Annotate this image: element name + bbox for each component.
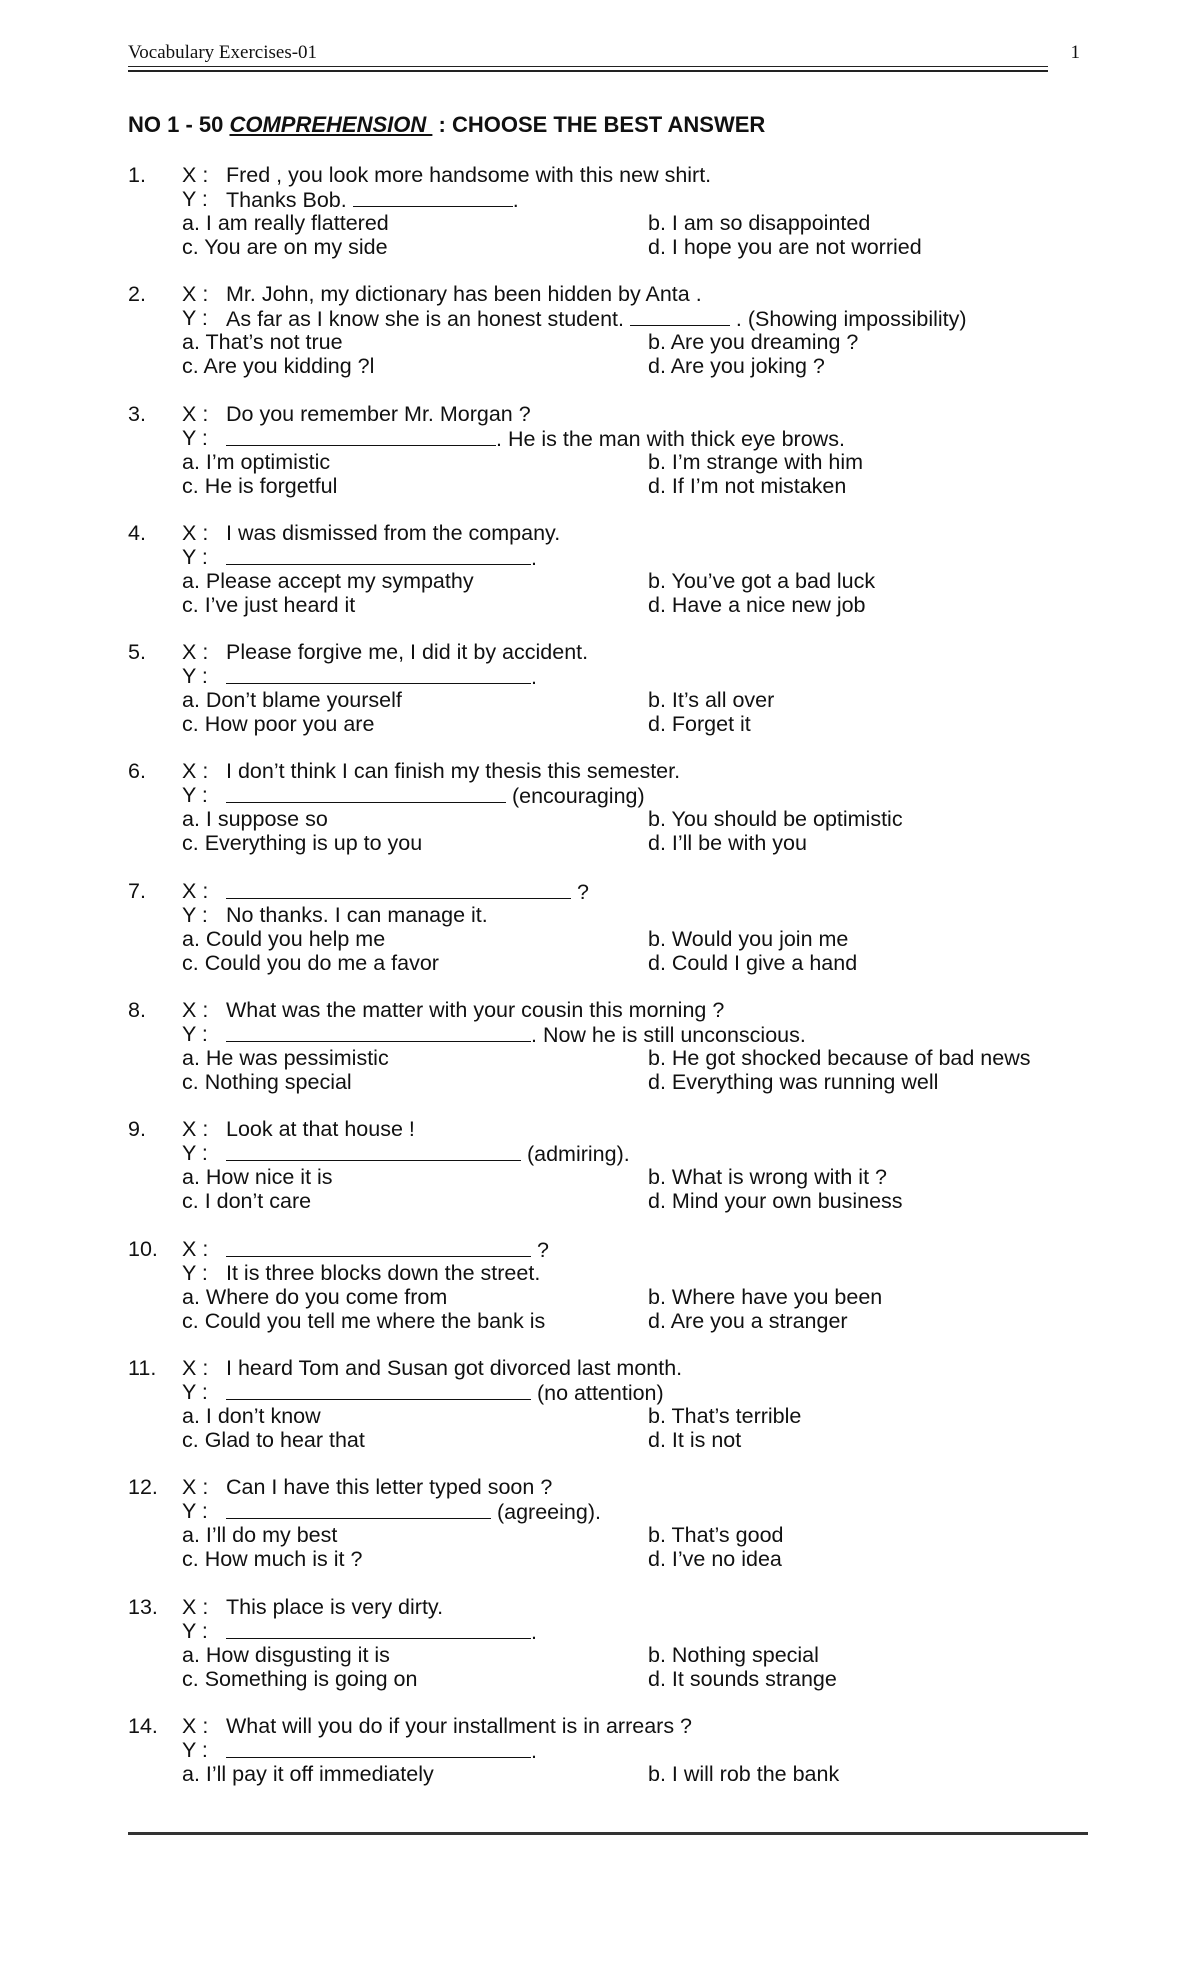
options-row [128,1046,1088,1070]
question-x-line [128,998,1088,1022]
question-number: 2. [128,282,146,307]
speaker-x-text [226,998,724,1022]
speaker-y-text [226,1380,664,1405]
answer-blank [353,187,513,207]
x-text-pre: Mr. John, my dictionary has been hidden by Anta . [226,282,702,307]
speaker-x-label: X : [182,878,209,903]
speaker-y-label: Y : [182,1260,208,1285]
options-row [128,1309,1088,1333]
answer-option: a. I’ll do my best [182,1523,338,1548]
answer-option: b. What is wrong with it ? [648,1165,887,1190]
speaker-x-text [226,402,531,426]
question-item [128,1117,1088,1236]
x-text-pre: I don’t think I can finish my thesis this semester. [226,759,681,784]
speaker-x-label: X : [182,1475,209,1500]
answer-option: b. You’ve got a bad luck [648,568,876,593]
question-x-line [128,521,1088,545]
answer-option: d. Forget it [648,712,751,737]
answer-blank [226,1237,531,1257]
x-text-post: ? [571,879,589,904]
options-row [128,927,1088,951]
question-item [128,879,1088,998]
question-number: 8. [128,998,146,1023]
options-row [128,235,1088,259]
question-number: 1. [128,163,146,187]
y-text-post: . [531,1738,537,1763]
question-number: 3. [128,401,146,426]
speaker-y-label: Y : [182,1618,208,1643]
answer-blank [226,783,506,803]
answer-option: c. Could you do me a favor [182,950,439,975]
speaker-y-label: Y : [182,1737,208,1762]
question-x-line [128,759,1088,783]
answer-option: a. Please accept my sympathy [182,568,474,593]
answer-blank [226,1619,531,1639]
question-list [128,163,1088,1833]
answer-option: d. Mind your own business [648,1189,903,1214]
question-x-line [128,1117,1088,1141]
answer-option: c. I’ve just heard it [182,592,356,617]
answer-blank [226,879,571,899]
question-y-line [128,545,1088,569]
question-number: 11. [128,1355,157,1380]
answer-option: d. Have a nice new job [648,592,866,617]
speaker-x-label: X : [182,282,209,307]
question-number: 9. [128,1117,146,1142]
y-text-post: . Now he is still unconscious. [531,1023,806,1048]
answer-option: c. Are you kidding ?l [182,354,375,379]
speaker-y-text [226,664,537,689]
question-item [128,163,1088,282]
x-text-pre: Fred , you look more handsome with this new shirt. [226,163,712,187]
question-item [128,1237,1088,1356]
speaker-x-label: X : [182,1236,209,1261]
y-text-post: (admiring). [521,1142,630,1167]
answer-option: c. How poor you are [182,712,375,737]
answer-blank [226,545,531,565]
answer-option: b. He got shocked because of bad news [648,1046,1031,1071]
section-suffix: : CHOOSE THE BEST ANSWER [432,112,766,137]
question-y-line [128,664,1088,688]
speaker-y-text [226,1261,540,1285]
options-row [128,1547,1088,1571]
speaker-x-text [226,1595,443,1619]
speaker-x-text [226,879,589,904]
question-number: 13. [128,1594,158,1619]
y-text-pre: No thanks. I can manage it. [226,902,488,927]
answer-blank [226,1738,531,1758]
question-x-line [128,1475,1088,1499]
answer-blank [226,664,531,684]
speaker-x-text [226,1475,552,1499]
answer-option: a. How disgusting it is [182,1642,390,1667]
speaker-x-text [226,1117,415,1141]
options-row [128,831,1088,855]
speaker-x-text [226,282,702,306]
question-number: 12. [128,1475,158,1500]
options-row [128,688,1088,712]
speaker-y-text [226,187,519,212]
answer-option: b. Are you dreaming ? [648,330,859,355]
speaker-y-label: Y : [182,425,208,450]
question-y-line [128,1022,1088,1046]
options-row [128,474,1088,498]
answer-option: c. Could you tell me where the bank is [182,1308,546,1333]
speaker-x-label: X : [182,640,209,665]
question-item [128,402,1088,521]
y-text-pre: Thanks Bob. [226,188,353,212]
answer-option: d. Could I give a hand [648,950,858,975]
question-item [128,1595,1088,1714]
answer-option: a. How nice it is [182,1165,333,1190]
question-number: 14. [128,1713,158,1738]
answer-option: a. Could you help me [182,926,386,951]
answer-option: a. Don’t blame yourself [182,688,402,713]
question-number: 5. [128,640,146,665]
question-item [128,1356,1088,1475]
page-number: 1 [1070,42,1080,63]
question-y-line [128,1380,1088,1404]
options-row [128,1070,1088,1094]
question-x-line [128,1714,1088,1738]
speaker-x-label: X : [182,1594,209,1619]
answer-option: a. I suppose so [182,807,328,832]
question-y-line [128,187,1088,211]
answer-blank [226,1141,521,1161]
answer-option: b. It’s all over [648,688,775,713]
question-y-line [128,1619,1088,1643]
answer-blank [630,306,730,326]
speaker-y-text [226,1141,630,1166]
question-y-line [128,1141,1088,1165]
options-row [128,330,1088,354]
question-number: 10. [128,1236,158,1261]
options-row [128,211,1088,235]
y-text-post: . [531,1619,537,1644]
x-text-pre: Look at that house ! [226,1117,415,1142]
speaker-x-text [226,640,588,664]
section-emphasis: COMPREHENSION [229,112,433,137]
speaker-y-text [226,903,488,927]
footer-rule [128,1832,1088,1835]
question-x-line [128,163,1088,187]
speaker-x-text [226,163,711,187]
answer-option: b. That’s good [648,1523,784,1548]
answer-option: d. If I’m not mistaken [648,473,847,498]
x-text-pre: This place is very dirty. [226,1594,444,1619]
answer-option: c. Something is going on [182,1666,418,1691]
options-row [128,1165,1088,1189]
answer-option: d. Everything was running well [648,1070,939,1095]
question-y-line [128,306,1088,330]
answer-blank [226,1380,531,1400]
speaker-y-label: Y : [182,1379,208,1404]
speaker-x-text [226,521,560,545]
answer-option: d. I’ve no idea [648,1547,782,1572]
speaker-x-text [226,1714,692,1738]
speaker-y-text [226,426,845,451]
answer-blank [226,1022,531,1042]
question-x-line [128,282,1088,306]
page-header [128,42,1080,66]
speaker-y-text [226,783,645,808]
x-text-pre: What will you do if your installment is in arrears ? [226,1713,693,1738]
answer-option: c. Everything is up to you [182,831,423,856]
answer-option: c. He is forgetful [182,473,338,498]
question-x-line [128,879,1088,903]
speaker-x-label: X : [182,1713,209,1738]
question-item [128,998,1088,1117]
speaker-x-text [226,1237,549,1262]
options-row [128,1762,1088,1786]
y-text-post: . He is the man with thick eye brows. [496,426,845,451]
question-x-line [128,402,1088,426]
answer-option: a. I don’t know [182,1403,321,1428]
options-row [128,354,1088,378]
speaker-x-label: X : [182,520,209,545]
answer-option: b. Would you join me [648,926,849,951]
answer-option: a. He was pessimistic [182,1046,389,1071]
y-text-post: (encouraging) [506,784,645,809]
options-row [128,1643,1088,1667]
answer-option: d. I’ll be with you [648,831,807,856]
question-y-line [128,903,1088,927]
y-text-post: . [512,188,519,212]
x-text-pre: Can I have this letter typed soon ? [226,1475,553,1500]
question-x-line [128,1356,1088,1380]
options-row [128,1189,1088,1213]
speaker-x-label: X : [182,1117,209,1142]
speaker-x-label: X : [182,1355,209,1380]
section-prefix: NO 1 - 50 [128,112,230,137]
answer-option: a. Where do you come from [182,1284,448,1309]
question-y-line [128,1499,1088,1523]
speaker-y-label: Y : [182,783,208,808]
question-y-line [128,783,1088,807]
speaker-y-label: Y : [182,187,208,211]
y-text-post: . [531,545,537,570]
options-row [128,569,1088,593]
answer-option: c. I don’t care [182,1189,312,1214]
x-text-pre: I heard Tom and Susan got divorced last month. [226,1355,683,1380]
answer-option: c. You are on my side [182,235,388,259]
x-text-pre: I was dismissed from the company. [226,520,561,545]
question-x-line [128,1237,1088,1261]
options-row [128,951,1088,975]
answer-option: b. That’s terrible [648,1403,802,1428]
x-text-post: ? [531,1237,549,1262]
answer-option: d. It sounds strange [648,1666,837,1691]
options-row [128,1428,1088,1452]
answer-option: d. It is not [648,1427,742,1452]
answer-option: c. Nothing special [182,1070,352,1095]
y-text-post: (agreeing). [491,1500,601,1525]
question-x-line [128,640,1088,664]
question-item [128,1475,1088,1594]
x-text-pre: What was the matter with your cousin this morning ? [226,998,725,1023]
options-row [128,1404,1088,1428]
y-text-post: . (Showing impossibility) [729,307,967,332]
speaker-y-label: Y : [182,902,208,927]
y-text-pre: It is three blocks down the street. [226,1260,541,1285]
question-y-line [128,426,1088,450]
speaker-x-label: X : [182,759,209,784]
speaker-y-label: Y : [182,1141,208,1166]
options-row [128,450,1088,474]
y-text-post: (no attention) [531,1380,664,1405]
answer-option: d. I hope you are not worried [648,235,922,259]
question-item [128,759,1088,878]
question-item [128,521,1088,640]
speaker-x-text [226,759,680,783]
question-y-line [128,1261,1088,1285]
document-title: Vocabulary Exercises-01 [128,42,318,63]
answer-option: b. You should be optimistic [648,807,903,832]
section-title [128,112,765,138]
options-row [128,807,1088,831]
speaker-y-label: Y : [182,1499,208,1524]
question-x-line [128,1595,1088,1619]
speaker-y-text [226,1022,806,1047]
x-text-pre: Please forgive me, I did it by accident. [226,640,589,665]
options-row [128,1523,1088,1547]
speaker-x-text [226,1356,682,1380]
options-row [128,1285,1088,1309]
y-text-post: . [531,665,537,690]
options-row [128,712,1088,736]
question-number: 7. [128,878,146,903]
speaker-x-label: X : [182,401,209,426]
speaker-y-label: Y : [182,664,208,689]
answer-option: a. That’s not true [182,330,343,355]
answer-option: c. Glad to hear that [182,1427,365,1452]
speaker-y-text [226,306,967,331]
answer-option: d. Are you a stranger [648,1308,848,1333]
question-number: 6. [128,759,146,784]
speaker-y-text [226,1738,537,1763]
answer-option: b. Where have you been [648,1284,883,1309]
x-text-pre: Do you remember Mr. Morgan ? [226,401,531,426]
answer-option: d. Are you joking ? [648,354,825,379]
options-row [128,1667,1088,1691]
y-text-pre: As far as I know she is an honest student. [226,307,630,332]
answer-option: b. Nothing special [648,1642,819,1667]
answer-option: b. I’m strange with him [648,449,864,474]
answer-option: b. I will rob the bank [648,1761,840,1786]
speaker-y-label: Y : [182,306,208,331]
speaker-y-text [226,545,537,570]
header-rule [128,66,1048,67]
answer-blank [226,1499,491,1519]
speaker-x-label: X : [182,163,209,187]
header-rule-thick [128,70,1048,72]
speaker-y-label: Y : [182,1022,208,1047]
answer-option: a. I am really flattered [182,211,389,235]
answer-option: c. How much is it ? [182,1547,363,1572]
speaker-y-label: Y : [182,544,208,569]
question-number: 4. [128,520,146,545]
answer-option: a. I’m optimistic [182,449,331,474]
question-item [128,1714,1088,1833]
question-y-line [128,1738,1088,1762]
answer-blank [226,426,496,446]
answer-option: a. I’ll pay it off immediately [182,1761,434,1786]
options-row [128,593,1088,617]
speaker-y-text [226,1619,537,1644]
answer-option: b. I am so disappointed [648,211,871,235]
question-item [128,282,1088,401]
speaker-x-label: X : [182,998,209,1023]
question-item [128,640,1088,759]
speaker-y-text [226,1499,601,1524]
